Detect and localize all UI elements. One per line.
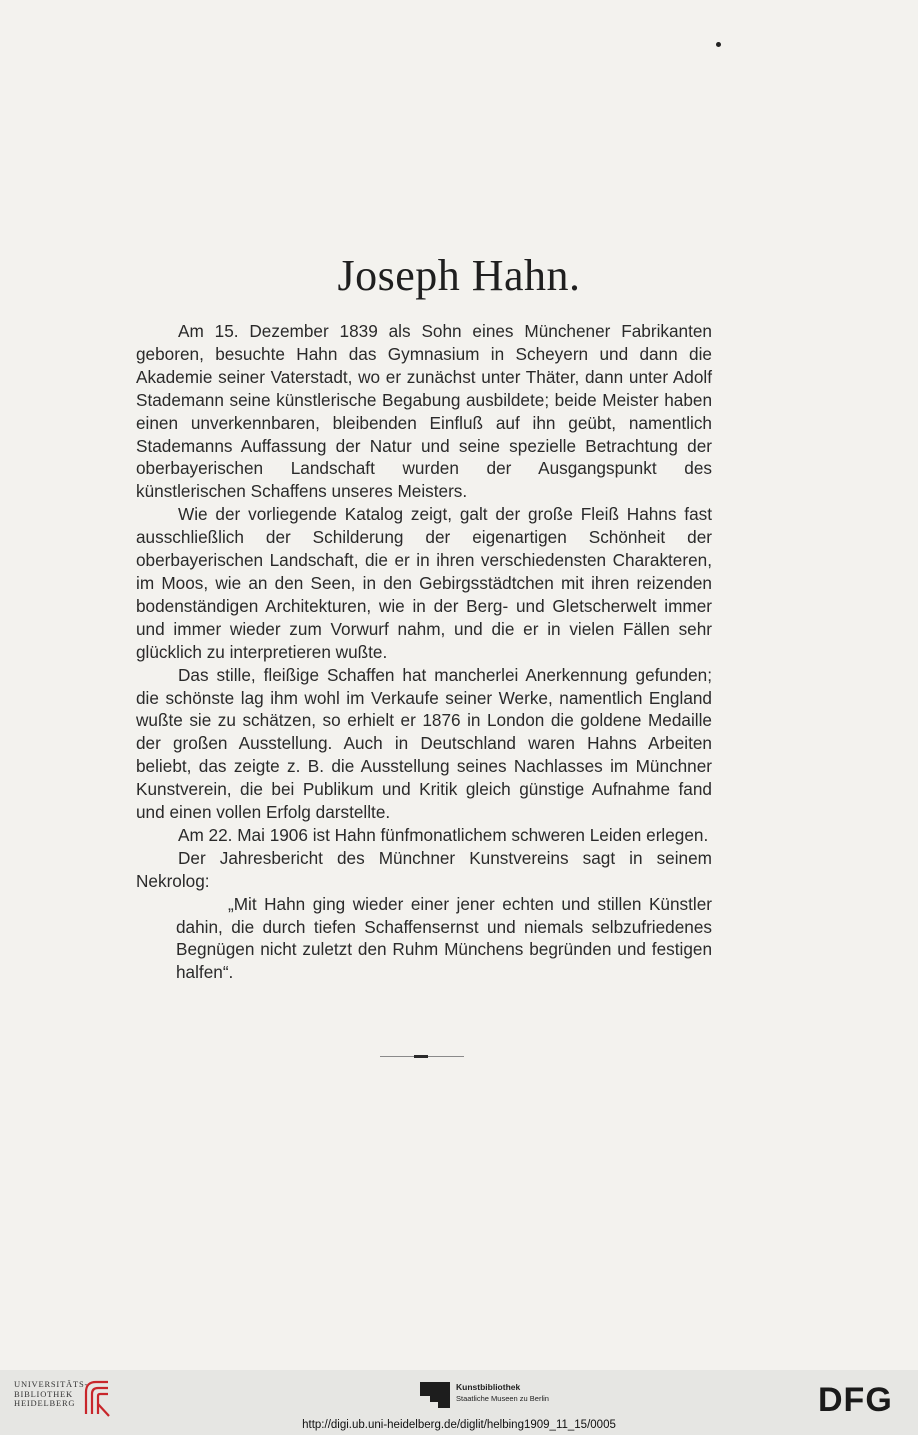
kb-subtitle: Staatliche Museen zu Berlin bbox=[456, 1394, 549, 1403]
ub-heidelberg-logo-icon[interactable] bbox=[82, 1378, 112, 1418]
kb-name: Kunstbibliothek bbox=[456, 1382, 521, 1392]
paragraph-4: Am 22. Mai 1906 ist Hahn fünfmonatlichem schweren Leiden erlegen. bbox=[178, 824, 709, 845]
paragraph-1: Am 15. Dezember 1839 als Sohn eines Münchener Fabrikanten geboren, besuchte Hahn das Gymnasium in Scheyern und dann die Akademie seiner Vaterstadt, wo er zunächst unter Thäter, dann unter Adolf Stademann seine künstlerische Begabung ausbildete; beide Meister haben einen unverkennbaren, bleibenden Einfluß auf ihn geübt, namentlich Stademanns Auffassung der Natur und seine spezielle Betrachtung der oberbayerischen Landschaft wurden der Ausgangspunkt des künstlerischen Schaffens unseres Meisters. bbox=[136, 321, 712, 502]
end-rule-mark bbox=[414, 1055, 428, 1058]
kunstbibliothek-logo-icon[interactable] bbox=[420, 1382, 450, 1408]
kunstbibliothek-label[interactable] bbox=[456, 1382, 549, 1404]
paragraph-3: Das stille, fleißige Schaffen hat mancherlei Anerkennung gefunden; die schönste lag ihm wohl im Verkaufe seiner Werke, namentlich England wußte sie zu schätzen, so erhielt er 1876 in London die goldene Medaille der großen Ausstellung. Auch in Deutschland waren Hahns Arbeiten beliebt, das zeigte z. B. die Ausstellung seines Nachlasses im Münchner Kunstverein, die bei Publikum und Kritik gleich günstige Aufnahme fand und einen vollen Erfolg darstellte. bbox=[136, 664, 712, 823]
ub-line-3: HEIDELBERG bbox=[14, 1398, 76, 1408]
ub-heidelberg-label[interactable] bbox=[14, 1379, 89, 1409]
dfg-logo[interactable]: DFG bbox=[818, 1381, 893, 1419]
ub-line-2: BIBLIOTHEK bbox=[14, 1388, 73, 1399]
ub-line-1: UNIVERSITÄTS- bbox=[14, 1379, 89, 1389]
paragraph-2: Wie der vorliegende Katalog zeigt, galt der große Fleiß Hahns fast ausschließlich der Schilderung der eigenartigen Schönheit der oberbayerischen Landschaft, die er in ihren verschiedensten Charakteren, im Moos, wie an den Seen, in den Gebirgsstädtchen mit ihren reizenden bodenständigen Architekturen, wie in der Berg- und Gletscherwelt immer und immer wieder zum Vorwurf nahm, und die er in vielen Fällen sehr glücklich zu interpretieren wußte. bbox=[136, 504, 712, 662]
nekrolog-quote: „Mit Hahn ging wieder einer jener echten und stillen Künstler dahin, die durch tiefen Schaffensernst und niemals selbzufriedenes Begnügen nicht zuletzt den Ruhm Münchens begründen und festigen halfen“. bbox=[176, 893, 712, 983]
page-title: Joseph Hahn. bbox=[337, 251, 581, 300]
paragraph-5: Der Jahresbericht des Münchner Kunstvereins sagt in seinem Nekrolog: bbox=[136, 847, 712, 891]
ink-dot bbox=[716, 42, 721, 47]
footer-bar bbox=[0, 1370, 918, 1435]
body-text bbox=[136, 320, 712, 984]
source-url[interactable]: http://digi.ub.uni-heidelberg.de/diglit/helbing1909_11_15/0005 bbox=[302, 1419, 616, 1431]
